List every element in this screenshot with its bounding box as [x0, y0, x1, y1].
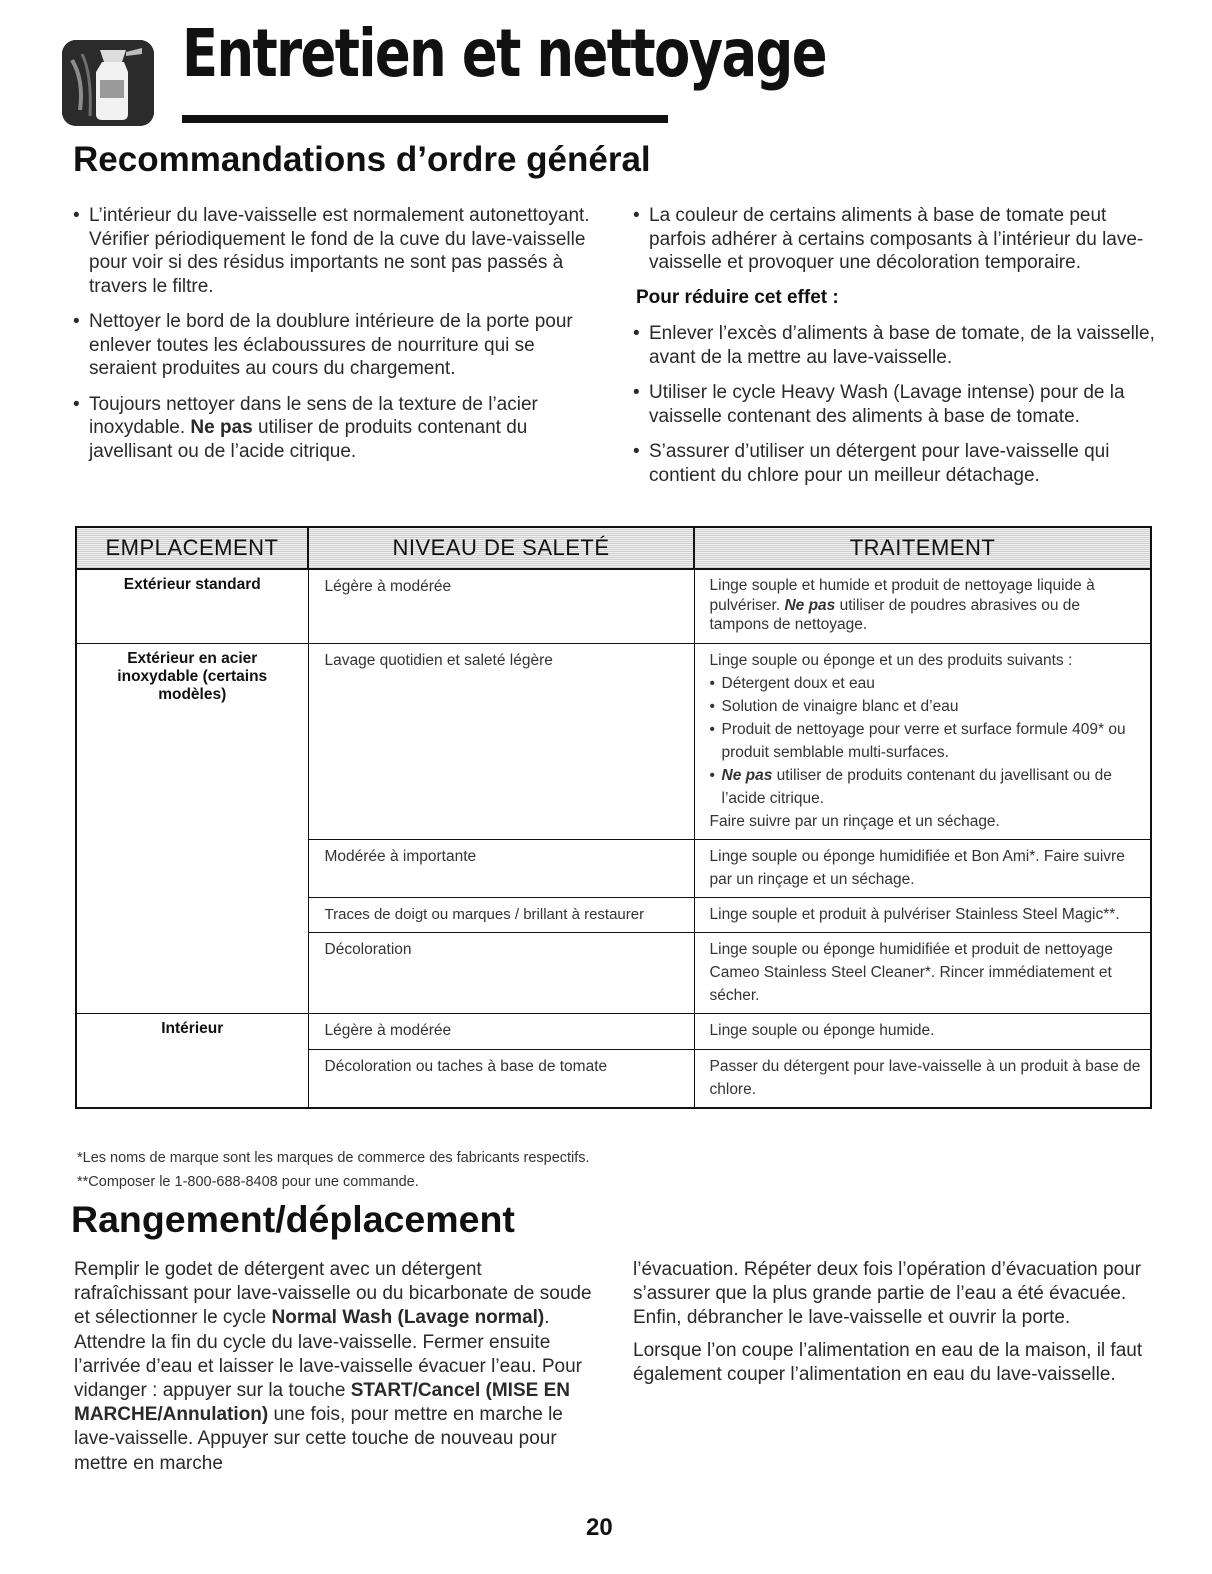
column-header-location: EMPLACEMENT: [76, 527, 308, 569]
list-item: • Enlever l’excès d’aliments à base de tomate, de la vaisselle, avant de la mettre au lave-vaisselle.: [632, 322, 1162, 369]
treatment-options-list: [710, 672, 1143, 810]
list-item: • Nettoyer le bord de la doublure intérieure de la porte pour enlever toutes les éclaboussures de nourriture qui se seraient produites au cours du chargement.: [72, 310, 592, 381]
reduce-effect-heading: Pour réduire cet effet :: [636, 287, 839, 308]
list-item: • Produit de nettoyage pour verre et surface formule 409* ou produit semblable multi-surfaces.: [710, 718, 1143, 764]
column-header-soil-level: NIVEAU DE SALETÉ: [308, 527, 694, 569]
section-title-general: Recommandations d’ordre général: [73, 140, 651, 179]
column-header-treatment: TRAITEMENT: [694, 527, 1151, 569]
list-item: • Utiliser le cycle Heavy Wash (Lavage intense) pour de la vaisselle contenant des aliments à base de tomate.: [632, 381, 1162, 428]
page-number: 20: [586, 1514, 613, 1541]
treatment-cell: [694, 569, 1151, 643]
emphasis-text: START/Cancel (MISE EN MARCHE/Annulation): [74, 1380, 570, 1426]
treatment-intro: Linge souple ou éponge et un des produits suivants :: [709, 651, 1073, 669]
warning-text: Ne pas: [721, 766, 773, 784]
soil-cell: Décoloration ou taches à base de tomate: [308, 1049, 694, 1108]
warning-text: Ne pas: [784, 596, 836, 614]
footnote: *Les noms de marque sont les marques de commerce des fabricants respectifs.: [77, 1150, 590, 1166]
treatment-cell: Linge souple et produit à pulvériser Stainless Steel Magic**.: [694, 897, 1151, 933]
treatment-cell: Linge souple ou éponge humidifiée et Bon Ami*. Faire suivre par un rinçage et un séchage.: [694, 839, 1151, 897]
emphasis-text: Normal Wash (Lavage normal): [271, 1307, 545, 1329]
section-title-storage: Rangement/déplacement: [71, 1198, 515, 1240]
treatment-cell: [694, 643, 1151, 839]
emphasis-text: Ne pas: [190, 417, 253, 438]
spray-bottle-graphic: [62, 40, 154, 126]
page-title: Entretien et nettoyage: [182, 15, 826, 92]
storage-paragraph: [74, 1258, 594, 1476]
treatment-cell: Passer du détergent pour lave-vaisselle à un produit à base de chlore.: [709, 1057, 1141, 1098]
list-item: [72, 393, 592, 464]
treatment-text: utiliser de produits contenant du javellisant ou de l’acide citrique.: [721, 766, 1112, 807]
cleaning-table: [75, 526, 1152, 1109]
treatment-text: utiliser de poudres abrasives ou de tampons de nettoyage.: [709, 596, 1080, 633]
storage-paragraph: l’évacuation. Répéter deux fois l’opération d’évacuation pour s’assurer que la plus grande partie de l’eau a été évacuée. Enfin, débrancher le lave-vaisselle et ouvrir la porte.: [633, 1259, 1142, 1329]
location-cell: Intérieur: [76, 1014, 308, 1108]
footnote: **Composer le 1-800-688-8408 pour une commande.: [77, 1174, 419, 1190]
soil-cell: Décoloration: [308, 933, 694, 1014]
treatment-text: Linge souple et humide et produit de nettoyage liquide à pulvériser.: [709, 577, 1095, 614]
tomate-intro-list: [632, 204, 1162, 287]
soil-cell: Lavage quotidien et saleté légère: [308, 643, 694, 839]
paragraph-text: Remplir le godet de détergent avec un détergent rafraîchissant pour lave-vaisselle ou du bicarbonate de soude et sélectionner le cycle: [74, 1259, 592, 1329]
storage-paragraph: Lorsque l’on coupe l’alimentation en eau de la maison, il faut également couper l’alimentation en eau du lave-vaisselle.: [633, 1339, 1143, 1385]
general-recommendations-list: [72, 204, 592, 475]
treatment-cell: Linge souple ou éponge humide.: [694, 1014, 1151, 1050]
paragraph-text: une fois, pour mettre en marche le lave-vaisselle. Appuyer sur cette touche de nouveau pour mettre en marche: [74, 1404, 563, 1474]
soil-cell: Traces de doigt ou marques / brillant à restaurer: [308, 897, 694, 933]
cleaning-spray-icon: [62, 40, 154, 126]
soil-cell: Modérée à importante: [308, 839, 694, 897]
list-item: • Solution de vinaigre blanc et d’eau: [710, 695, 1143, 718]
list-item: • Détergent doux et eau: [710, 672, 1143, 695]
list-item: • L’intérieur du lave-vaisselle est normalement autonettoyant. Vérifier périodiquement le fond de la cuve du lave-vaisselle pour voir si des résidus importants ne sont pas passés à travers le filtre.: [72, 204, 592, 298]
location-cell: Extérieur en acier inoxydable (certains modèles): [76, 643, 308, 1014]
location-cell: Extérieur standard: [76, 569, 308, 643]
treatment-outro: Faire suivre par un rinçage et un séchage.: [709, 812, 1000, 830]
soil-cell: Légère à modérée: [308, 1014, 694, 1050]
list-item: • La couleur de certains aliments à base de tomate peut parfois adhérer à certains composants à l’intérieur du lave-vaisselle et provoquer une décoloration temporaire.: [632, 204, 1162, 275]
list-item: • S’assurer d’utiliser un détergent pour lave-vaisselle qui contient du chlore pour un meilleur détachage.: [632, 440, 1162, 487]
soil-cell: Légère à modérée: [308, 569, 694, 643]
table-row: [76, 643, 1151, 839]
table-row: [76, 569, 1151, 643]
list-item-text: utiliser de produits contenant du javellisant ou de l’acide citrique.: [89, 417, 528, 462]
table-row: [76, 1014, 1151, 1050]
reduce-effect-list: [632, 322, 1162, 499]
storage-right-column: [633, 1258, 1153, 1395]
list-item-text: Toujours nettoyer dans le sens de la texture de l’acier inoxydable.: [89, 393, 538, 438]
title-underline: [182, 115, 668, 123]
table-header-row: [76, 527, 1151, 569]
paragraph-text: . Attendre la fin du cycle du lave-vaisselle. Fermer ensuite l’arrivée d’eau et laisser le lave-vaisselle évacuer l’eau. Pour vidanger : appuyer sur la touche: [74, 1307, 582, 1402]
treatment-cell: Linge souple ou éponge humidifiée et produit de nettoyage Cameo Stainless Steel Cleaner*. Rincer immédiatement et sécher.: [694, 933, 1151, 1014]
list-item: [710, 764, 1143, 810]
